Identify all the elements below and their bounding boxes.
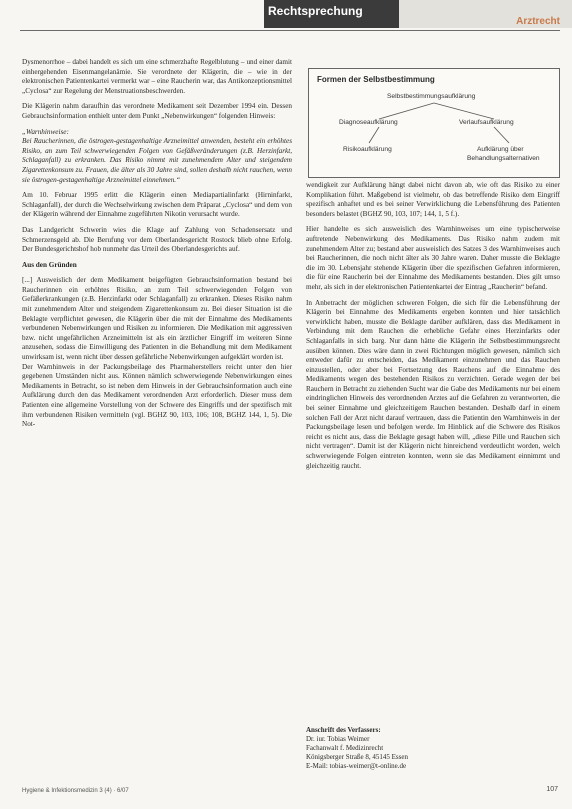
paragraph: In Anbetracht der möglichen schweren Folgen, die sich für die Lebensführung der Klägerin bei Einnahme des Medikaments ergeben konnten und hier tatsächlich verwirklicht haben, musste die Beklagte darüber aufklären, dass das Medikament in Verbindung mit dem Rauchen die erhebliche Gefahr eines Herzinfarkts oder Schlaganfalls in sich barg. Nur dann hätte die Klägerin ihr Selbstbestimmungsrecht ausüben können. Dies wäre dann in zwei Richtungen möglich gewesen, nämlich sich entweder dafür zu entscheiden, das Medikament einzunehmen und das Rauchen einzustellen, oder aber bei Fortsetzung des Rauchens auf die Einnahme des Medikaments wegen des bestehenden Risikos zu verzichten. Gerade wegen der bei Rauchern in Betracht zu ziehenden Sucht war die Gabe des Medikaments nur bei einem eindringlichen Hinweis des verordnenden Arztes auf die Gefahren zu verantworten, die bei seiner Einnahme und gleichzeitigem Rauchen bestanden. Deshalb darf in einem solchen Fall der Arzt nicht darauf vertrauen, dass die Patientin den Warnhinweis in der Packungsbeilage lesen und befolgen werde. Im Hinblick auf die Schwere des Risikos reicht es nicht aus, dass die Beklagte gesagt haben will, „diese Pille und Rauchen sich nicht vertragen“. Damit ist der Klägerin nicht hinreichend verdeutlicht worden, welch schwerwiegende Folgen eintreten konnten, wenn sie das Medikament einnimmt und gleichzeitig raucht. xyxy=(306,298,560,470)
paragraph: wendigkeit zur Aufklärung hängt dabei nicht davon ab, wie oft das Risiko zu einer Komplikation führt. Maßgebend ist vielmehr, ob das betreffende Risiko dem Eingriff spezifisch anhaftet und es bei seiner Verwirklichung die Lebensführung des Patienten besonders belastet (BGHZ 90, 103, 107; 144, 1, 5 f.). xyxy=(306,181,560,218)
page-number: 107 xyxy=(546,786,558,793)
paragraph: [...] Ausweislich der dem Medikament beigefügten Gebrauchsinformation bestand bei Raucherinnen ein erhöhtes Risiko, an zum Teil schwerwiegenden Folgen von Gefäßerkrankungen (z.B. Herzinfarkt oder Schlaganfall) zu erkranken. Dieses Risiko nahm mit zunehmendem Alter und steigendem Zigarettenkonsum zu. Bei dieser Situation ist die Beklagte verpflichtet gewesen, die Klägerin über die mit der Einnahme des Medikaments verbundenen Nebenwirkungen und Risiken zu informieren. Die Medikation mit aggressiven bzw. nicht ungefährlichen Arzneimitteln ist als ein ärztlicher Eingriff im weiteren Sinne anzusehen, sodass die Einwilligung des Patienten in die Behandlung mit dem Medikament unwirksam ist, wenn nicht über dessen gefährliche Nebenwirkungen aufgeklärt worden ist. xyxy=(22,276,292,362)
author-address xyxy=(306,726,560,771)
journal-section-title: Rechtsprechung xyxy=(268,4,363,18)
connector-line xyxy=(434,103,494,119)
section-heading: Aus den Gründen xyxy=(22,260,77,269)
connector-line xyxy=(369,127,379,143)
diagram-node-alternatives-2: Behandlungsalternativen xyxy=(467,155,540,162)
warning-quote: Bei Raucherinnen, die östrogen-gestagenhaltige Arzneimittel anwenden, besteht ein erhöhtes Risiko, an zum Teil schwerwiegenden Folgen von Gefäßveränderungen (z.B. Herzinfarkt, Schlaganfall) zu erkranken. Das Risiko nimmt mit zunehmendem Alter und steigendem Zigarettenkonsum zu. Frauen, die älter als 30 Jahre sind, sollen deshalb nicht rauchen, wenn sie östrogen-gestagenhaltige Arzneimittel einnehmen.“ xyxy=(22,137,292,184)
paragraph: Der Warnhinweis in der Packungsbeilage des Pharmaherstellers reicht unter den hier gegebenen Umständen nicht aus. Können nämlich schwerwiegende Nebenwirkungen eines Medikaments in Betracht, so ist neben dem Hinweis in der Gebrauchsinformation auch eine Aufklärung durch den das Medikament verordnenden Arzt erforderlich. Dieser muss dem Patienten eine allgemeine Vorstellung von der Schwere des Eingriffs und der spezifisch mit ihm verbundenen Risiken vermitteln (vgl. BGHZ 90, 103, 106; 108, BGHZ 144, 1, 5). Die Not- xyxy=(22,362,292,429)
connector-line xyxy=(494,127,509,143)
connector-line xyxy=(379,103,434,119)
author-role: Fachanwalt f. Medizinrecht xyxy=(306,744,384,752)
footer-citation: Hygiene & Infektionsmedizin 3 (4) · 6/07 xyxy=(22,788,129,794)
right-column xyxy=(306,181,560,477)
header-divider xyxy=(20,30,560,31)
diagram-node-course: Verlaufsaufklärung xyxy=(459,119,514,126)
article-category: Arztrecht xyxy=(516,16,560,27)
diagram-node-diagnosis: Diagnoseaufklärung xyxy=(339,119,398,126)
quote-heading: „Warnhinweise: xyxy=(22,127,69,136)
author-street: Königsberger Straße 8, 45145 Essen xyxy=(306,753,408,761)
paragraph: Die Klägerin nahm daraufhin das verordnete Medikament seit Dezember 1994 ein. Dessen Gebrauchsinformation enthielt unter dem Punkt „Nebenwirkungen“ folgenden Hinweis: xyxy=(22,102,292,120)
author-email: E-Mail: tobias-weimer@t-online.de xyxy=(306,762,407,770)
diagram-node-alternatives-1: Aufklärung über xyxy=(477,146,524,153)
paragraph: Dysmenorrhoe – dabei handelt es sich um eine schmerzhafte Regelblutung – und einer damit einhergehenden Eisenmangelanämie. Sie verordnete der Klägerin, die – wie in der elektronischen Patientenkartei vermerkt war – eine Raucherin war, das Antikonzeptionsmittel „Cyclosa“ zur Regelung der Menstruationsbeschwerden. xyxy=(22,58,292,95)
paragraph: Am 10. Februar 1995 erlitt die Klägerin einen Mediapartialinfarkt (Hirninfarkt, Schlaganfall), der durch die Wechselwirkung zwischen dem Präparat „Cyclosa“ und dem von der Klägerin während der Einnahme zugeführten Nikotin verursacht wurde. xyxy=(22,191,292,219)
left-column xyxy=(22,58,292,430)
author-heading: Anschrift des Verfassers: xyxy=(306,726,381,734)
diagram-node-risk: Risikoaufklärung xyxy=(343,146,392,153)
self-determination-diagram xyxy=(308,68,560,178)
author-name: Dr. iur. Tobias Weimer xyxy=(306,735,370,743)
diagram-title: Formen der Selbstbestimmung xyxy=(317,75,435,84)
paragraph: Hier handelte es sich ausweislich des Warnhinweises um eine typischerweise auftretende Nebenwirkung des Medikaments. Das Risiko nahm zudem mit zunehmendem Alter zu; bestand aber ausweislich des Satzes 3 des Warnhinweises auch bei Raucherinnen, die noch nicht älter als 30 Jahre waren. Daher musste die Beklagte die im 30. Lebensjahr stehende Klägerin über die spezifischen Gefahren informieren, die für eine Raucherin bei der Einnahme des Medikaments bestanden. Dies gilt umso mehr, als sich in der elektronischen Patientenkartei der Eintrag „Raucherin“ befand. xyxy=(306,225,560,291)
diagram-node-root: Selbstbestimmungsaufklärung xyxy=(387,93,476,100)
paragraph: Das Landgericht Schwerin wies die Klage auf Zahlung von Schadensersatz und Schmerzensgeld ab. Die Berufung vor dem Oberlandesgericht Rostock blieb ohne Erfolg. Der Bundesgerichtshof hob nunmehr das Urteil des Oberlandesgerichts auf. xyxy=(22,225,292,254)
